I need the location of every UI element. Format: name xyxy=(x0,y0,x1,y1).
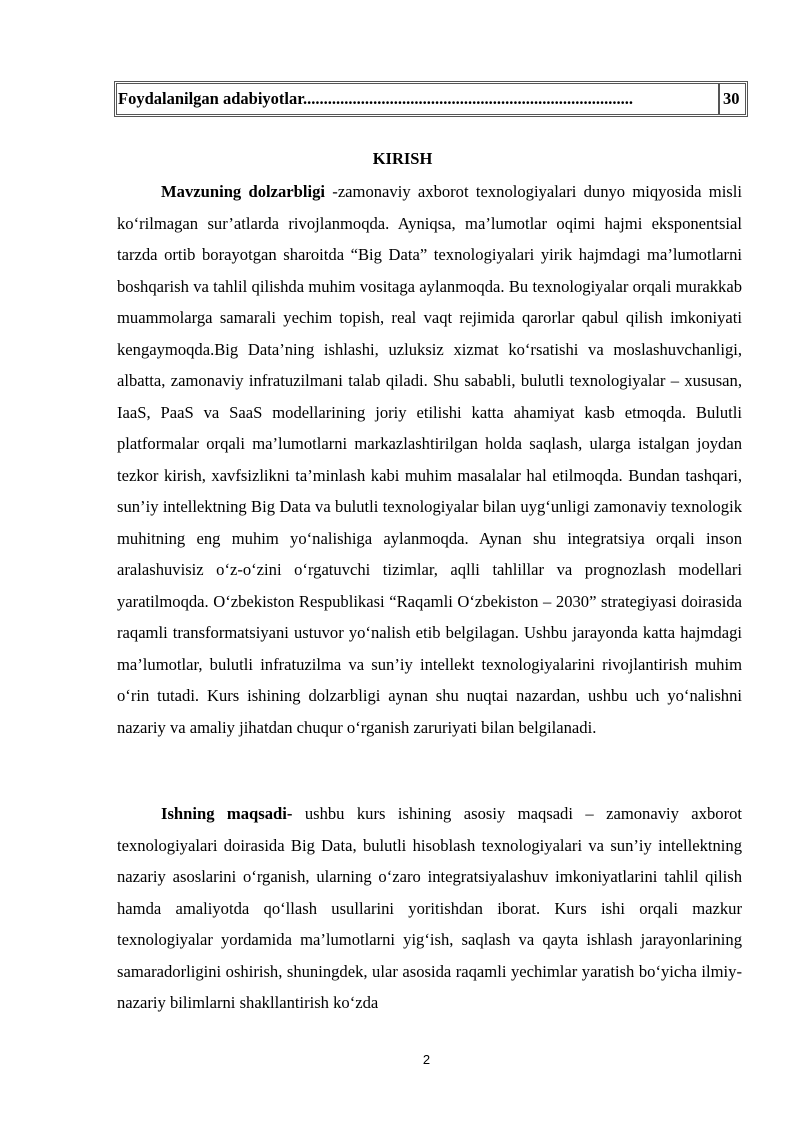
paragraph-relevance xyxy=(117,176,742,743)
paragraph-goal xyxy=(117,798,742,1019)
paragraph-text: -zamonaviy axborot texnologiyalari dunyo miqyosida misli ko‘rilmagan sur’atlarda rivojlanmoqda. Ayniqsa, ma’lumotlar oqimi hajmi eksponentsial tarzda ortib borayotgan sharoitda “Big Data” texnologiyalari yirik hajmdagi ma’lumotlarni boshqarish va tahlil qilishda muhim vositaga aylanmoqda. Bu texnologiyalar orqali murakkab muammolarga samarali yechim topish, real vaqt rejimida qarorlar qabul qilish imkoniyati kengaymoqda.Big Data’ning ishlashi, uzluksiz xizmat ko‘rsatishi va moslashuvchanligi, albatta, zamonaviy infratuzilmani talab qiladi. Shu sababli, bulutli texnologiyalar – xususan, IaaS, PaaS va SaaS modellarining joriy etilishi katta ahamiyat kasb etmoqda. Bulutli platformalar orqali ma’lumotlarni markazlashtirilgan holda saqlash, ularga istalgan joydan tezkor kirish, xavfsizlikni ta’minlash kabi muhim masalalar hal etilmoqda. Bundan tashqari, sun’iy intellektning Big Data va bulutli texnologiyalar bilan uyg‘unligi zamonaviy texnologik muhitning eng muhim yo‘nalishiga aylanmoqda. Aynan shu integratsiya orqali inson aralashuvisiz o‘z-o‘zini o‘rgatuvchi tizimlar, aqlli tahlillar va prognozlash modellari yaratilmoqda. O‘zbekiston Respublikasi “Raqamli O‘zbekiston – 2030” strategiyasi doirasida raqamli transformatsiyani ustuvor yo‘nalish etib belgilagan. Ushbu jarayonda katta hajmdagi ma’lumotlar, bulutli infratuzilma va sun’iy intellekt texnologiyalarini rivojlantirish muhim o‘rin tutadi. Kurs ishining dolzarbligi aynan shu nuqtai nazardan, ushbu uch yo‘nalishni nazariy va amaliy jihatdan chuqur o‘rganish zaruriyati bilan belgilanadi. xyxy=(117,182,742,737)
paragraph-text: ushbu kurs ishining asosiy maqsadi – zamonaviy axborot texnologiyalari doirasida Big Data, bulutli hisoblash texnologiyalari va sun’iy intellektning nazariy asoslarini o‘rganish, ularning o‘zaro integratsiyalashuv imkoniyatlarini tahlil qilish hamda amaliyotda qo‘llash usullarini yoritishdan iborat. Kurs ishi orqali mazkur texnologiyalar yordamida ma’lumotlarni yig‘ish, saqlash va qayta ishlash jarayonlarining samaradorligini oshirish, shuningdek, ular asosida raqamli yechimlar yaratish bo‘yicha ilmiy-nazariy bilimlarni shakllantirish ko‘zda xyxy=(117,804,743,1012)
section-heading: KIRISH xyxy=(372,149,433,168)
paragraph-lead: Ishning maqsadi- xyxy=(161,804,293,823)
toc-table xyxy=(114,81,748,117)
toc-entry-page: 30 xyxy=(718,84,748,114)
page-number: 2 xyxy=(422,1052,431,1067)
paragraph-lead: Mavzuning dolzarbligi xyxy=(161,182,326,201)
toc-entry-label: Foydalanilgan adabiyotlar................................................................................ xyxy=(118,89,634,108)
